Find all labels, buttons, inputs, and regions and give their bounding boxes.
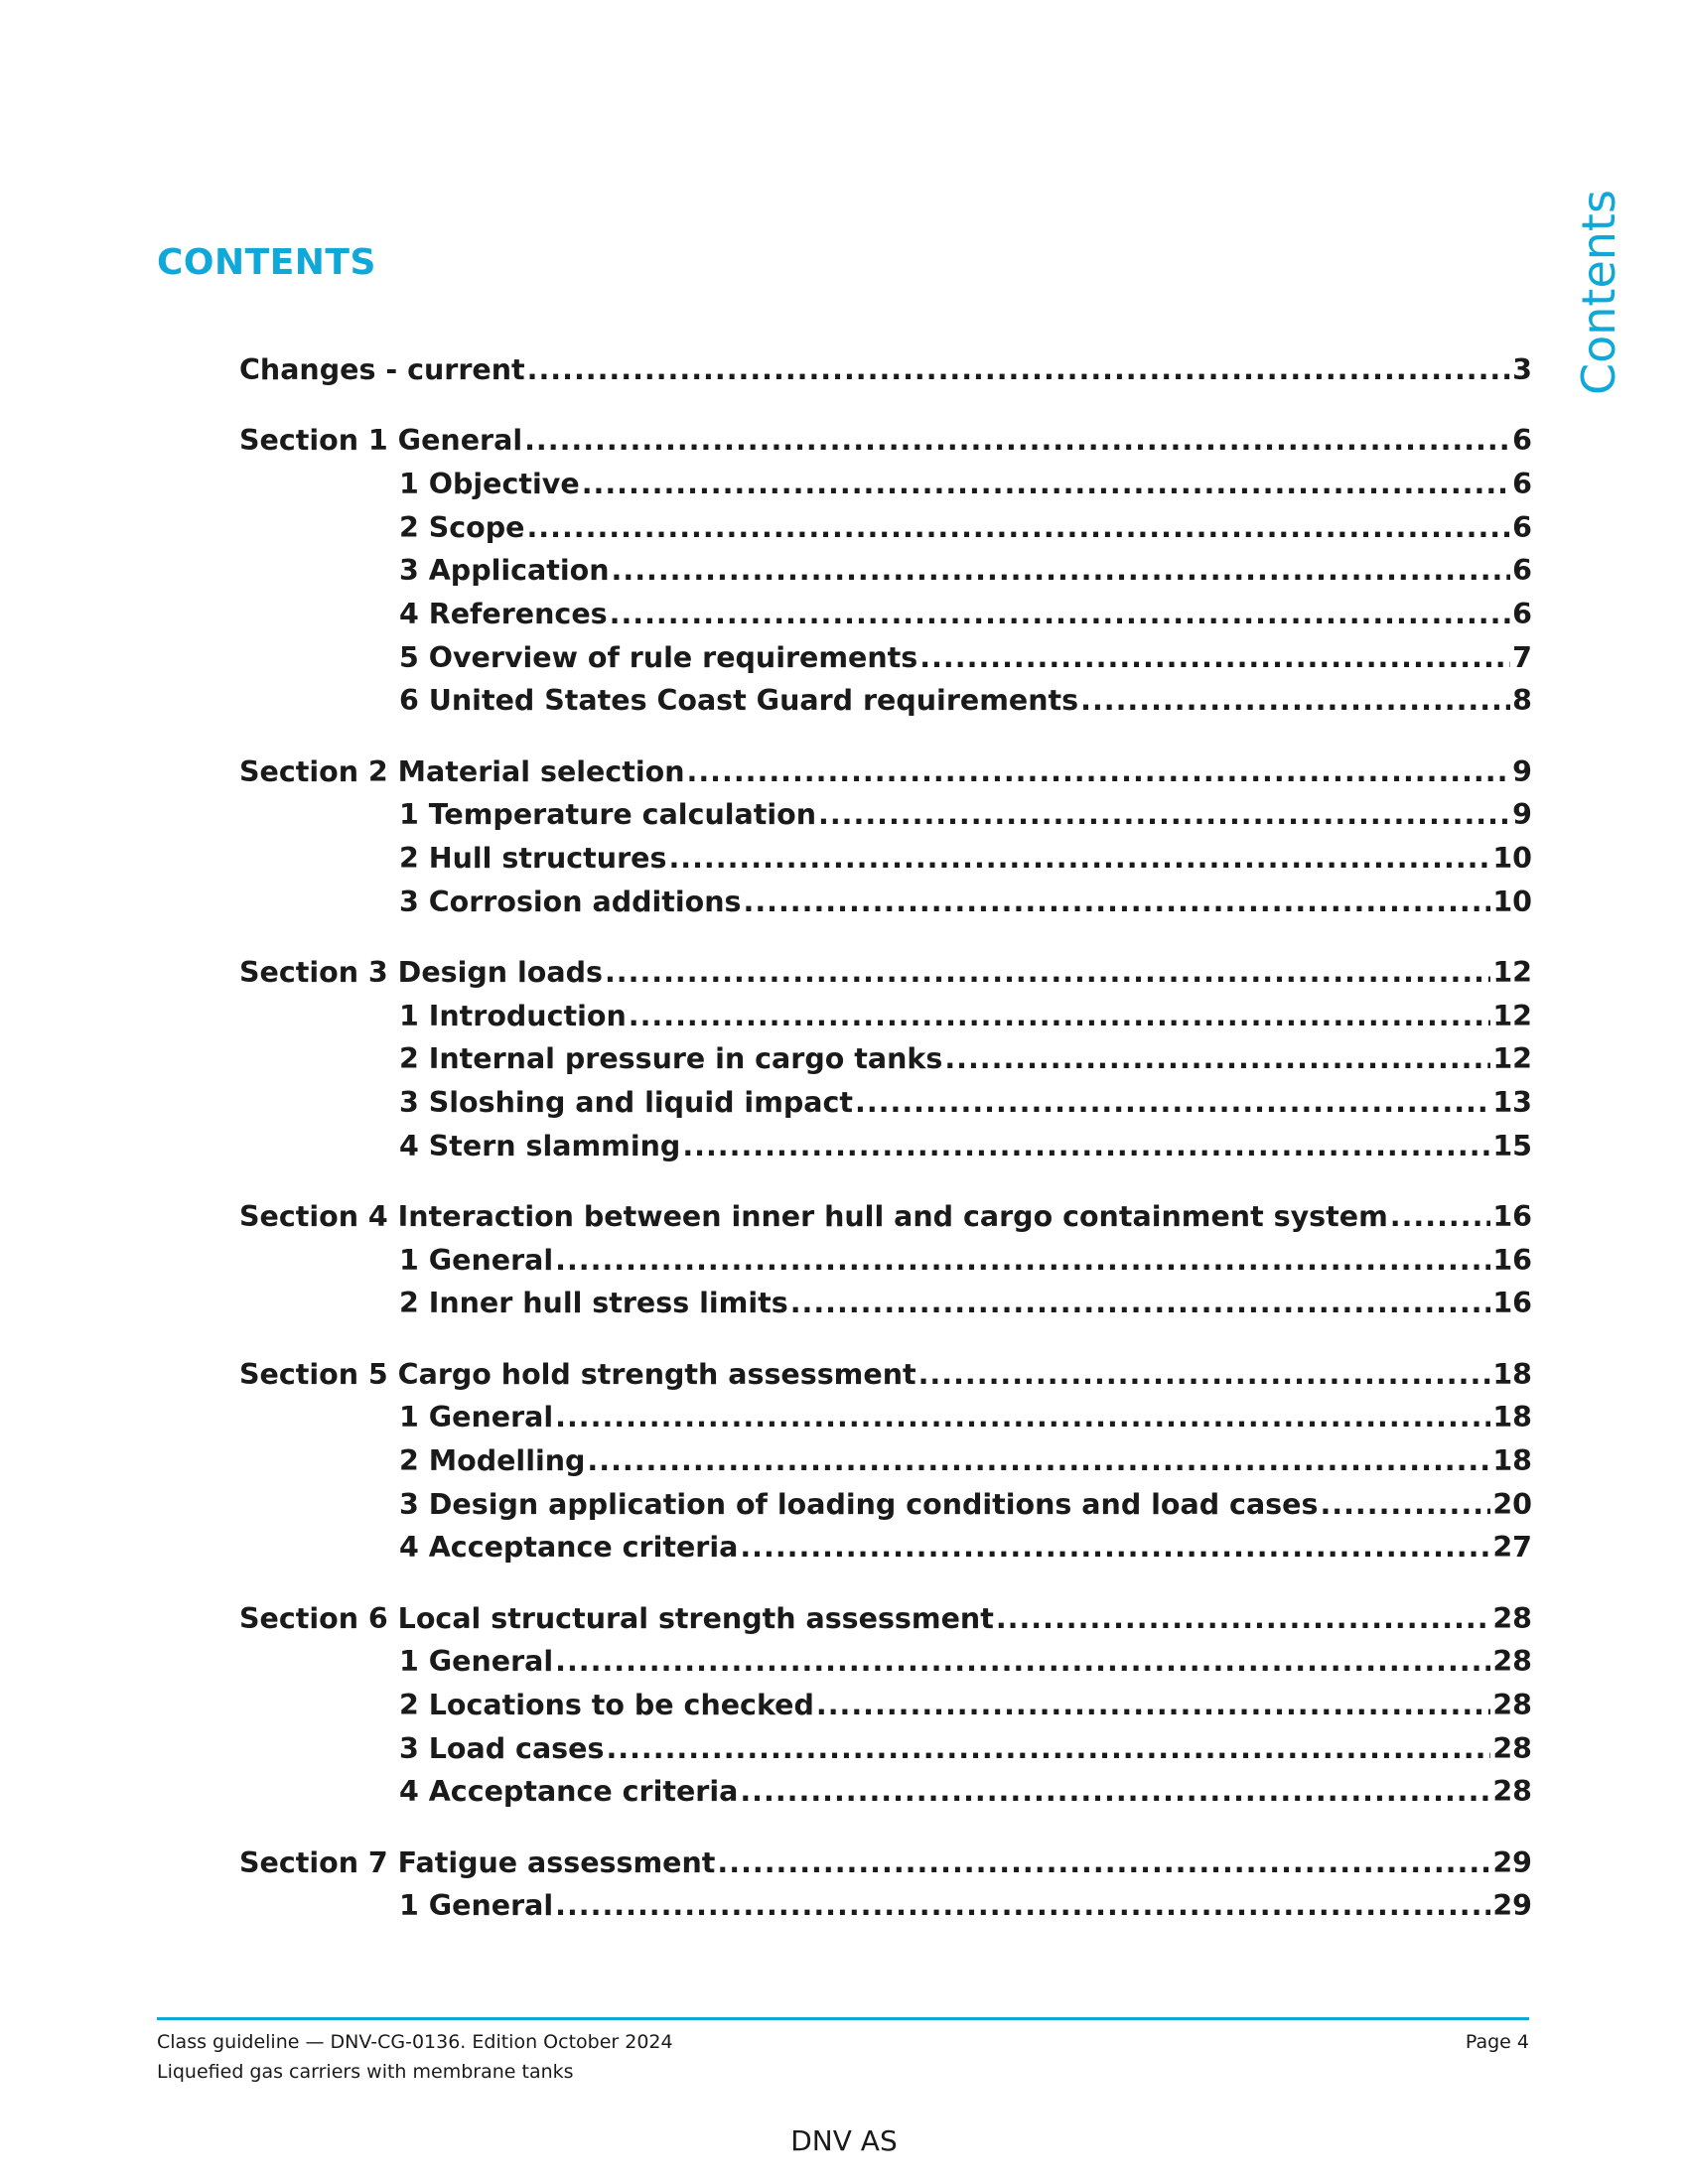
- toc-entry-page: 6: [1512, 468, 1532, 500]
- toc-entry-page: 6: [1512, 511, 1532, 544]
- toc-leader-dots: [717, 1843, 1490, 1883]
- toc-leader-dots: [818, 795, 1510, 835]
- toc-entry-title: 1 General: [399, 1244, 554, 1277]
- toc-entry-title: 3 Sloshing and liquid impact: [399, 1086, 854, 1119]
- toc-entry-title: 4 Stern slamming: [399, 1130, 681, 1162]
- toc-section-entry[interactable]: [239, 953, 1532, 993]
- toc-entry-page: 18: [1492, 1444, 1532, 1477]
- toc-entry-title: 3 Corrosion additions: [399, 886, 742, 918]
- toc-leader-dots: [526, 508, 1510, 548]
- toc-entry-title: 3 Application: [399, 554, 610, 587]
- toc-entry-page: 12: [1492, 1042, 1532, 1075]
- toc-entry-page: 10: [1492, 886, 1532, 918]
- toc-entry-page: 28: [1492, 1689, 1532, 1721]
- toc-entry-page: 12: [1492, 1000, 1532, 1032]
- toc-subsection-entry[interactable]: [399, 839, 1532, 879]
- toc-leader-dots: [944, 1039, 1490, 1079]
- toc-entry-title: 1 Temperature calculation: [399, 798, 817, 831]
- toc-section-entry[interactable]: [239, 1599, 1532, 1639]
- toc-entry-title: 1 General: [399, 1401, 554, 1433]
- toc-entry-page: 18: [1492, 1358, 1532, 1391]
- toc-subsection-entry[interactable]: [399, 1528, 1532, 1568]
- toc-leader-dots: [1390, 1197, 1491, 1237]
- toc-entry-title: 5 Overview of rule requirements: [399, 641, 918, 674]
- toc-leader-dots: [744, 883, 1491, 922]
- toc-subsection-entry[interactable]: [399, 1686, 1532, 1725]
- footer-subtitle: Liquefied gas carriers with membrane tanks: [157, 2061, 574, 2083]
- toc-leader-dots: [668, 839, 1490, 879]
- toc-leader-dots: [816, 1686, 1490, 1725]
- toc-leader-dots: [918, 1355, 1491, 1395]
- toc-subsection-entry[interactable]: [399, 1729, 1532, 1769]
- toc-leader-dots: [919, 638, 1510, 678]
- toc-entry-page: 29: [1492, 1846, 1532, 1879]
- toc-leader-dots: [996, 1599, 1491, 1639]
- toc-entry-title: 2 Internal pressure in cargo tanks: [399, 1042, 943, 1075]
- side-tab: [1569, 190, 1628, 455]
- toc-section-entry[interactable]: [239, 1197, 1532, 1237]
- toc-entry-page: 3: [1512, 353, 1532, 386]
- toc-subsection-entry[interactable]: [399, 681, 1532, 721]
- toc-subsection-entry[interactable]: [399, 1642, 1532, 1682]
- toc-entry-page: 29: [1492, 1889, 1532, 1922]
- toc-entry-page: 28: [1492, 1645, 1532, 1678]
- toc-subsection-entry[interactable]: [399, 997, 1532, 1036]
- toc-leader-dots: [740, 1772, 1490, 1812]
- toc-entry-title: 2 Hull structures: [399, 842, 667, 875]
- toc-leader-dots: [1320, 1485, 1490, 1525]
- toc-subsection-entry[interactable]: [399, 795, 1532, 835]
- toc-entry-title: 4 Acceptance criteria: [399, 1775, 739, 1808]
- toc-entry-page: 16: [1492, 1287, 1532, 1319]
- toc-entry-page: 18: [1492, 1401, 1532, 1433]
- toc-leader-dots: [582, 465, 1510, 504]
- toc-entry-page: 13: [1492, 1086, 1532, 1119]
- toc-leader-dots: [682, 1127, 1490, 1166]
- toc-subsection-entry[interactable]: [399, 1127, 1532, 1166]
- toc-subsection-entry[interactable]: [399, 595, 1532, 634]
- toc-entry-title: 2 Modelling: [399, 1444, 586, 1477]
- toc-entry-page: 7: [1512, 641, 1532, 674]
- toc-subsection-entry[interactable]: [399, 1398, 1532, 1437]
- toc-entry-title: Section 6 Local structural strength assessment: [239, 1602, 994, 1635]
- toc-entry-page: 9: [1512, 755, 1532, 788]
- toc-leader-dots: [610, 595, 1511, 634]
- toc-section-entry[interactable]: [239, 752, 1532, 792]
- toc-subsection-entry[interactable]: [399, 1441, 1532, 1481]
- footer-divider: [157, 2017, 1529, 2020]
- toc-section-entry[interactable]: [239, 1843, 1532, 1883]
- toc-entry-page: 12: [1492, 956, 1532, 989]
- toc-entry-title: 1 Objective: [399, 468, 580, 500]
- toc-entry-title: Section 4 Interaction between inner hull and cargo containment system: [239, 1200, 1388, 1233]
- toc-subsection-entry[interactable]: [399, 883, 1532, 922]
- toc-entry-title: 4 Acceptance criteria: [399, 1531, 739, 1564]
- toc-leader-dots: [629, 997, 1491, 1036]
- toc-entry-page: 16: [1492, 1244, 1532, 1277]
- toc-leader-dots: [740, 1528, 1490, 1568]
- toc-entry-page: 15: [1492, 1130, 1532, 1162]
- toc-entry-title: Section 3 Design loads: [239, 956, 603, 989]
- toc-leader-dots: [606, 1729, 1490, 1769]
- toc-entry-title: Section 5 Cargo hold strength assessment: [239, 1358, 916, 1391]
- toc-entry-title: 3 Load cases: [399, 1732, 605, 1765]
- page-heading: CONTENTS: [157, 242, 376, 283]
- toc-entry-page: 28: [1492, 1775, 1532, 1808]
- toc-subsection-entry[interactable]: [399, 551, 1532, 591]
- toc-entry-title: Section 7 Fatigue assessment: [239, 1846, 716, 1879]
- toc-entry-page: 6: [1512, 424, 1532, 457]
- toc-section-entry[interactable]: [239, 421, 1532, 461]
- toc-entry-title: Section 2 Material selection: [239, 755, 685, 788]
- side-tab-label: Contents: [1572, 190, 1625, 395]
- toc-leader-dots: [1080, 681, 1510, 721]
- toc-section-entry[interactable]: [239, 1355, 1532, 1395]
- toc-entry-page: 28: [1492, 1602, 1532, 1635]
- toc-entry-title: 1 General: [399, 1645, 554, 1678]
- toc-leader-dots: [524, 421, 1510, 461]
- toc-entry-title: 2 Inner hull stress limits: [399, 1287, 788, 1319]
- toc-subsection-entry[interactable]: [399, 1886, 1532, 1926]
- toc-leader-dots: [527, 350, 1511, 390]
- toc-entry-title: 3 Design application of loading conditions and load cases: [399, 1488, 1319, 1521]
- toc-entry-page: 6: [1512, 554, 1532, 587]
- toc-leader-dots: [605, 953, 1490, 993]
- toc-subsection-entry[interactable]: [399, 465, 1532, 504]
- toc-entry-page: 16: [1492, 1200, 1532, 1233]
- toc-leader-dots: [790, 1284, 1491, 1323]
- toc-entry-title: 2 Locations to be checked: [399, 1689, 814, 1721]
- toc-leader-dots: [555, 1886, 1490, 1926]
- toc-entry-title: 4 References: [399, 598, 608, 630]
- toc-entry-page: 20: [1492, 1488, 1532, 1521]
- toc-entry-page: 27: [1492, 1531, 1532, 1564]
- toc-entry-title: Section 1 General: [239, 424, 523, 457]
- toc-subsection-entry[interactable]: [399, 1039, 1532, 1079]
- toc-entry-title: 6 United States Coast Guard requirements: [399, 684, 1079, 717]
- toc-leader-dots: [555, 1398, 1490, 1437]
- toc-leader-dots: [612, 551, 1511, 591]
- toc-subsection-entry[interactable]: [399, 1083, 1532, 1123]
- toc-subsection-entry[interactable]: [399, 638, 1532, 678]
- toc-leader-dots: [555, 1642, 1490, 1682]
- toc-leader-dots: [555, 1241, 1490, 1281]
- toc-subsection-entry[interactable]: [399, 1772, 1532, 1812]
- toc-entry-page: 10: [1492, 842, 1532, 875]
- toc-leader-dots: [855, 1083, 1490, 1123]
- toc-entry-title: 1 Introduction: [399, 1000, 627, 1032]
- toc-subsection-entry[interactable]: [399, 1241, 1532, 1281]
- toc-section-entry[interactable]: [239, 350, 1532, 390]
- toc-subsection-entry[interactable]: [399, 1284, 1532, 1323]
- toc-subsection-entry[interactable]: [399, 1485, 1532, 1525]
- toc-entry-page: 9: [1512, 798, 1532, 831]
- toc-entry-page: 6: [1512, 598, 1532, 630]
- toc-leader-dots: [687, 752, 1511, 792]
- toc-entry-title: 1 General: [399, 1889, 554, 1922]
- toc-entry-page: 28: [1492, 1732, 1532, 1765]
- toc-entry-page: 8: [1512, 684, 1532, 717]
- toc-leader-dots: [587, 1441, 1490, 1481]
- footer-page-label: Page 4: [1465, 2031, 1529, 2053]
- toc-subsection-entry[interactable]: [399, 508, 1532, 548]
- toc-entry-title: Changes - current: [239, 353, 525, 386]
- toc-entry-title: 2 Scope: [399, 511, 525, 544]
- footer-organization: DNV AS: [790, 2124, 898, 2157]
- footer-doc-line: Class guideline — DNV-CG-0136. Edition October 2024: [157, 2031, 673, 2053]
